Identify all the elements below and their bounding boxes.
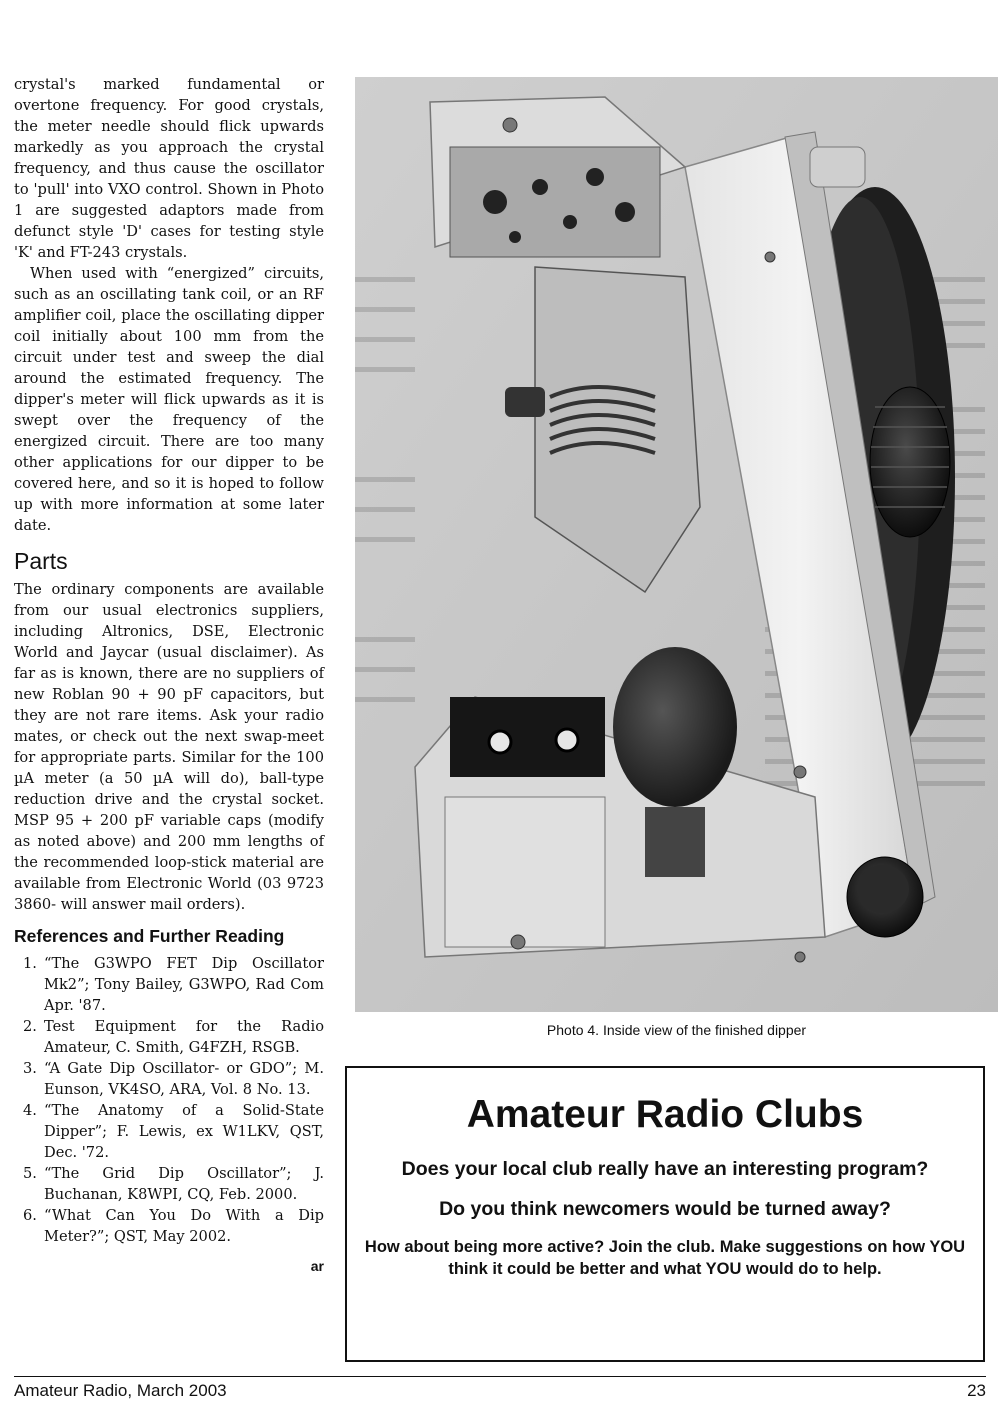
coil-leads	[645, 807, 705, 877]
end-mark: ar	[310, 1258, 324, 1274]
footer-publication: Amateur Radio, March 2003	[14, 1381, 227, 1400]
reference-text: “What Can You Do With a Dip Meter?”; QST, May 2002.	[44, 1207, 324, 1245]
reference-number: 2.	[23, 1018, 37, 1035]
clubs-advert-question-1: Does your local club really have an interesting program?	[401, 1158, 929, 1180]
clubs-advert-title: Amateur Radio Clubs	[466, 1093, 864, 1136]
reference-text: “A Gate Dip Oscillator- or GDO”; M. Eunson, VK4SO, ARA, Vol. 8 No. 13.	[44, 1060, 324, 1098]
clubs-advert-question-2: Do you think newcomers would be turned away?	[439, 1198, 891, 1220]
tuning-knob	[870, 387, 950, 537]
reference-number: 5.	[23, 1165, 37, 1182]
crystal-socket-block	[450, 697, 605, 777]
capacitor-shaft	[505, 387, 545, 417]
reference-item	[21, 1016, 324, 1058]
reference-item	[21, 1163, 324, 1205]
page-number: 23	[967, 1381, 986, 1400]
clubs-advert-box	[345, 1066, 985, 1362]
parts-paragraph: The ordinary components are available from our usual electronics suppliers, including Altronics, DSE, Electronic World and Jaycar (usual disclaimer). As far as is known, there are no suppliers of new Roblan 90 + 90 pF capacitors, but they are not rare items. Ask your radio mates, or check out the next swap-meet for appropriate parts. Similar for the 100 µA meter (a 50 µA will do), ball-type reduction drive and the crystal socket. MSP 95 + 200 pF variable caps (modify as noted above) and 200 mm lengths of the recommended loop-stick material are available from Electronic World (03 9723 3860- will answer mail orders).	[14, 581, 324, 913]
reference-text: “The Anatomy of a Solid-State Dipper”; F. Lewis, ex W1LKV, QST, Dec. '72.	[44, 1102, 324, 1161]
reference-number: 6.	[23, 1207, 37, 1224]
reference-text: Test Equipment for the Radio Amateur, C. Smith, G4FZH, RSGB.	[44, 1018, 324, 1056]
reference-item	[21, 1058, 324, 1100]
reference-text: “The Grid Dip Oscillator”; J. Buchanan, K8WPI, CQ, Feb. 2000.	[44, 1165, 324, 1203]
clubs-advert-call-to-action: How about being more active? Join the club. Make suggestions on how YOU think it could be better and what YOU would do to help.	[364, 1238, 966, 1278]
body-paragraph: When used with “energized” circuits, such as an oscillating tank coil, or an RF amplifier coil, place the oscillating dipper coil initially about 100 mm from the circuit under test and sweep the dial around the estimated frequency. The dipper's meter will flick upwards as it is swept over the frequency of the energized circuit. There are too many other applications for our dipper to be covered here, and so it is hoped to follow up with more information at some later date.	[14, 265, 324, 534]
small-knob-top	[857, 865, 909, 913]
left-column	[14, 74, 324, 1274]
reference-item	[21, 953, 324, 1016]
reference-number: 4.	[23, 1102, 37, 1119]
socket-hole	[489, 731, 511, 753]
photo-caption: Photo 4. Inside view of the finished dipper	[546, 1022, 807, 1038]
socket-hole	[556, 729, 578, 751]
reference-item	[21, 1205, 324, 1247]
footer-rule	[14, 1376, 986, 1377]
body-paragraph: crystal's marked fundamental or overtone frequency. For good crystals, the meter needle should flick upwards markedly as you approach the crystal frequency, and thus cause the oscillator to 'pull' into VXO control. Shown in Photo 1 are suggested adaptors made from defunct style 'D' cases for testing style 'K' and FT-243 crystals.	[14, 76, 324, 261]
output-rod	[810, 147, 865, 187]
circuit-board	[450, 147, 660, 257]
references-heading: References and Further Reading	[14, 926, 285, 946]
parts-heading: Parts	[14, 548, 68, 574]
coil-former	[613, 647, 737, 807]
reference-item	[21, 1100, 324, 1163]
reference-text: “The G3WPO FET Dip Oscillator Mk2”; Tony Bailey, G3WPO, Rad Com Apr. '87.	[44, 955, 324, 1014]
lower-mount	[445, 797, 605, 947]
references-list	[14, 953, 324, 1247]
reference-number: 3.	[23, 1060, 37, 1077]
dipper-interior-photo	[355, 77, 998, 1012]
reference-number: 1.	[23, 955, 37, 972]
